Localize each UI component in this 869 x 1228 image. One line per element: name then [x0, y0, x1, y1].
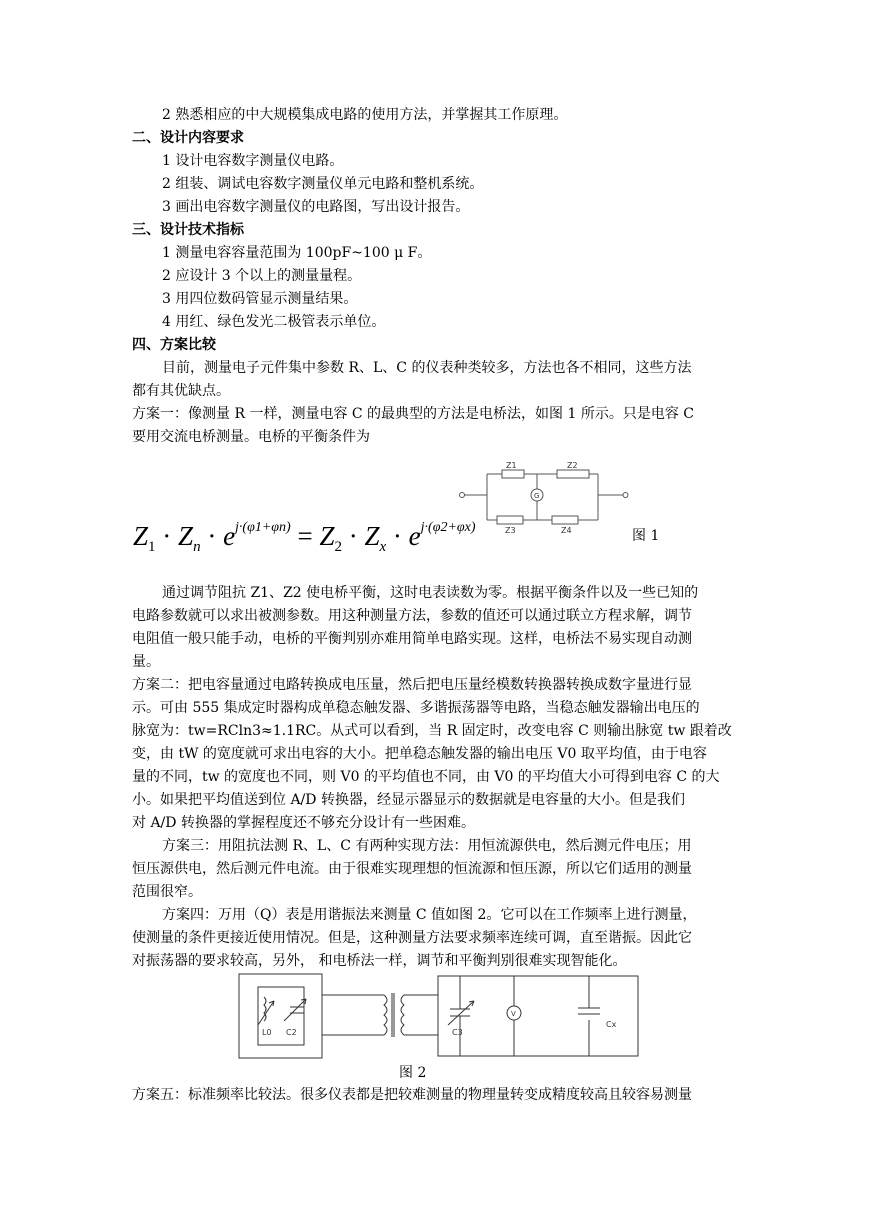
text-line: 方案五：标准频率比较法。很多仪表都是把较难测量的物理量转变成精度较高且较容易测量: [132, 1087, 692, 1103]
figure-1-bridge-circuit: [455, 458, 635, 536]
text-line: 2 应设计 3 个以上的测量量程。: [162, 268, 362, 284]
z4-label: Z4: [561, 526, 572, 535]
text-line: 目前，测量电子元件集中参数 R、L、C 的仪表种类较多，方法也各不相同，这些方法: [162, 360, 692, 376]
c2-label: C2: [286, 1028, 297, 1037]
z1-label: Z1: [506, 461, 517, 470]
text-line: 2 组装、调试电容数字测量仪单元电路和整机系统。: [162, 176, 484, 192]
bridge-balance-formula: $Z_1 \cdot Z_n \cdot e^{j\cdot(\varphi 1+\varphi n)} = Z_2 \cdot Z_x \cdot e^{j\cdot(\varphi 2+\varphi x)}$: [133, 520, 476, 555]
text-line: 要用交流电桥测量。电桥的平衡条件为: [132, 429, 370, 445]
text-line: 示。可由 555 集成定时器构成单稳态触发器、多谐振荡器等电路，当稳态触发器输出电压的: [132, 700, 700, 716]
text-line: 恒压源供电，然后测元件电流。由于很难实现理想的恒流源和恒压源，所以它们适用的测量: [132, 861, 692, 877]
l0-label: L0: [262, 1028, 272, 1037]
text-line: 4 用红、绿色发光二极管表示单位。: [162, 314, 386, 330]
text-line: 电路参数就可以求出被测参数。用这种测量方法，参数的值还可以通过联立方程求解，调节: [132, 608, 692, 624]
text-line: 电阻值一般只能手动，电桥的平衡判别亦难用简单电路实现。这样，电桥法不易实现自动测: [132, 631, 692, 647]
text-line: 使测量的条件更接近使用情况。但是，这种测量方法要求频率连续可调，直至谐振。因此它: [132, 930, 692, 946]
text-line: 方案二：把电容量通过电路转换成电压量，然后把电压量经模数转换器转换成数字量进行显: [132, 677, 692, 693]
text-line: 量的不同，tw 的宽度也不同，则 V0 的平均值也不同，由 V0 的平均值大小可得到电容 C 的大: [132, 769, 720, 785]
text-line: 小。如果把平均值送到位 A/D 转换器，经显示器显示的数据就是电容量的大小。但是我们: [132, 792, 685, 808]
text-line: 对 A/D 转换器的掌握程度还不够充分设计有一些困难。: [132, 815, 475, 831]
text-line: 3 用四位数码管显示测量结果。: [162, 291, 358, 307]
text-line: 通过调节阻抗 Z1、Z2 使电桥平衡，这时电表读数为零。根据平衡条件以及一些已知的: [162, 585, 699, 601]
text-line: 变，由 tW 的宽度就可求出电容的大小。把单稳态触发器的输出电压 V0 取平均值，由于电容: [132, 746, 707, 762]
text-line: 对振荡器的要求较高，另外， 和电桥法一样，调节和平衡判别很难实现智能化。: [132, 953, 627, 969]
text-line: 1 设计电容数字测量仪电路。: [162, 153, 344, 169]
galvanometer-label: G: [534, 492, 540, 500]
voltmeter-label: V: [511, 1010, 516, 1018]
c3-label: C3: [452, 1028, 463, 1037]
figure-1-caption: 图 1: [632, 528, 660, 544]
figure-2-resonance-circuit: [238, 973, 640, 1059]
text-line: 方案四：万用（Q）表是用谐振法来测量 C 值如图 2。它可以在工作频率上进行测量，: [162, 907, 697, 923]
z2-label: Z2: [567, 461, 578, 470]
text-line: 都有其优缺点。: [132, 383, 230, 399]
section-heading: 三、设计技术指标: [132, 222, 244, 238]
text-line: 方案一：像测量 R 一样，测量电容 C 的最典型的方法是电桥法，如图 1 所示。只是电容 C: [132, 406, 695, 422]
figure-2-caption: 图 2: [399, 1065, 427, 1081]
z3-label: Z3: [505, 526, 516, 535]
text-line: 范围很窄。: [132, 884, 202, 900]
cx-label: Cx: [606, 1020, 617, 1029]
text-line: 量。: [132, 654, 160, 670]
text-line: 3 画出电容数字测量仪的电路图，写出设计报告。: [162, 199, 470, 215]
text-line: 方案三：用阻抗法测 R、L、C 有两种实现方法：用恒流源供电，然后测元件电压；用: [162, 838, 692, 854]
text-line: 1 测量电容容量范围为 100pF~100 μ F。: [162, 245, 432, 261]
text-line: 2 熟悉相应的中大规模集成电路的使用方法，并掌握其工作原理。: [162, 107, 568, 123]
section-heading: 四、方案比较: [132, 337, 216, 353]
text-line: 脉宽为：tw=RCln3≈1.1RC。从式可以看到，当 R 固定时，改变电容 C 则输出脉宽 tw 跟着改: [132, 723, 732, 739]
section-heading: 二、设计内容要求: [132, 130, 244, 146]
